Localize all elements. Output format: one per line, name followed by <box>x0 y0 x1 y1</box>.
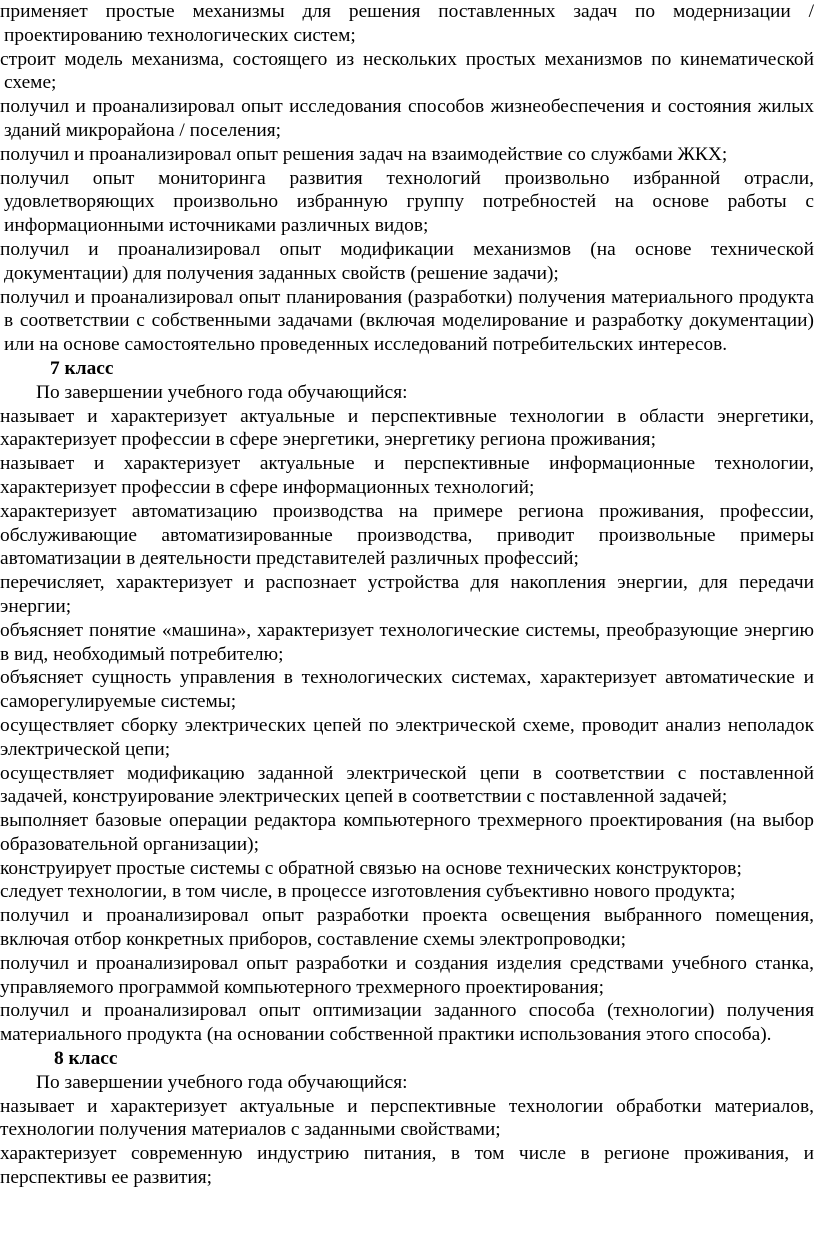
list-item: получил и проанализировал опыт оптимизации заданного способа (технологии) получения материального продукта (на основании собственной практики использования этого способа). <box>0 1000 814 1046</box>
section-intro: По завершении учебного года обучающийся: <box>36 1071 408 1093</box>
list-item: получил и проанализировал опыт исследования способов жизнеобеспечения и состояния жилых зданий микрорайона / поселения; <box>0 96 814 141</box>
list-item: получил опыт мониторинга развития технологий произвольно избранной отрасли, удовлетворяющих произвольно избранную группу потребностей на основе работы с информационными источниками различных видов; <box>0 167 814 237</box>
list-item: называет и характеризует актуальные и перспективные технологии в области энергетики, характеризует профессии в сфере энергетики, энергетику региона проживания; <box>0 405 814 451</box>
list-item: применяет простые механизмы для решения поставленных задач по модернизации / проектированию технологических систем; <box>0 1 814 46</box>
list-item: характеризует современную индустрию питания, в том числе в регионе проживания, и перспективы ее развития; <box>0 1143 814 1189</box>
grade-8-section <box>0 1047 814 1190</box>
list-item: получил и проанализировал опыт разработки проекта освещения выбранного помещения, включая отбор конкретных приборов, составление схемы электропроводки; <box>0 905 814 951</box>
list-item: осуществляет модификацию заданной электрической цепи в соответствии с поставленной задачей, конструирование электрических цепей в соответствии с поставленной задачей; <box>0 762 814 808</box>
list-item: строит модель механизма, состоящего из нескольких простых механизмов по кинематической схеме; <box>0 48 814 94</box>
section-heading: 8 класс <box>54 1048 118 1070</box>
grade-7-section <box>0 357 814 1047</box>
list-item: осуществляет сборку электрических цепей по электрической схеме, проводит анализ неполадок электрической цепи; <box>0 714 814 760</box>
list-item: объясняет понятие «машина», характеризует технологические системы, преобразующие энергию в вид, необходимый потребителю; <box>0 619 814 665</box>
list-item: конструирует простые системы с обратной связью на основе технических конструкторов; <box>0 857 742 879</box>
outcomes-list-continued <box>0 0 814 357</box>
list-item: получил и проанализировал опыт модификации механизмов (на основе технической документации) для получения заданных свойств (решение задачи); <box>0 238 814 284</box>
list-item: выполняет базовые операции редактора компьютерного трехмерного проектирования (на выбор образовательной организации); <box>0 810 814 855</box>
list-item: называет и характеризует актуальные и перспективные технологии обработки материалов, технологии получения материалов с заданными свойствами; <box>0 1095 814 1141</box>
list-item: перечисляет, характеризует и распознает устройства для накопления энергии, для передачи энергии; <box>0 572 814 617</box>
list-item: получил и проанализировал опыт планирования (разработки) получения материального продукта в соответствии с собственными задачами (включая моделирование и разработку документации) или на основе самостоятельно проведенных исследований потребительских интересов. <box>0 286 814 356</box>
section-intro: По завершении учебного года обучающийся: <box>36 381 408 403</box>
list-item: следует технологии, в том числе, в процессе изготовления субъективно нового продукта; <box>0 881 736 903</box>
list-item: характеризует автоматизацию производства на примере региона проживания, профессии, обслуживающие автоматизированные производства, приводит произвольные примеры автоматизации в деятельности представителей различных профессий; <box>0 500 814 570</box>
section-heading: 7 класс <box>50 357 114 379</box>
list-item: получил и проанализировал опыт решения задач на взаимодействие со службами ЖКХ; <box>0 143 728 165</box>
list-item: объясняет сущность управления в технологических системах, характеризует автоматические и саморегулируемые системы; <box>0 667 814 713</box>
list-item: называет и характеризует актуальные и перспективные информационные технологии, характеризует профессии в сфере информационных технологий; <box>0 453 814 498</box>
list-item: получил и проанализировал опыт разработки и создания изделия средствами учебного станка, управляемого программой компьютерного трехмерного проектирования; <box>0 952 814 998</box>
